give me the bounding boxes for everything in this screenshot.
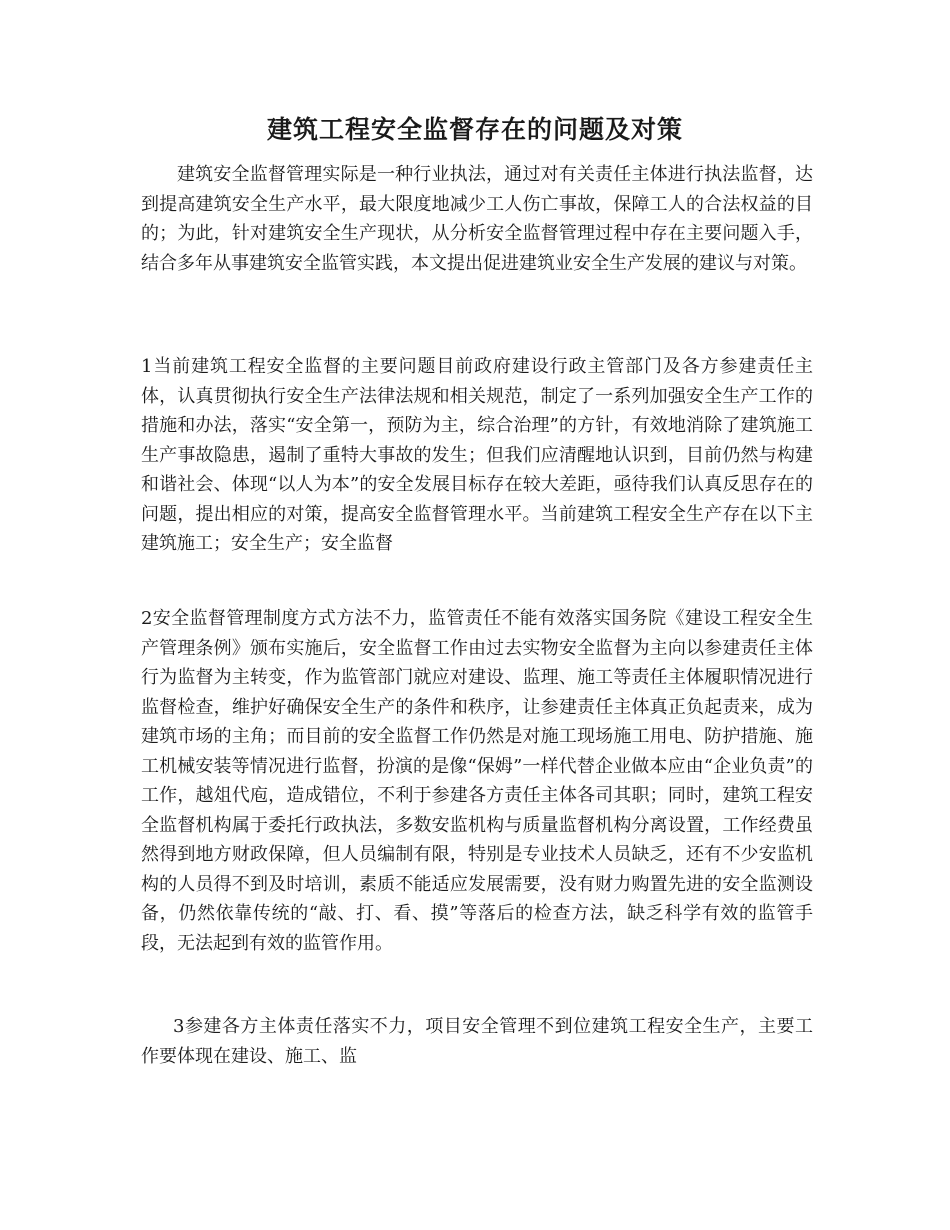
paragraph-section-3: 3参建各方主体责任落实不力，项目安全管理不到位建筑工程安全生产，主要工作要体现在建设、施工、监: [141, 1016, 813, 1067]
paragraph-intro: 建筑安全监督管理实际是一种行业执法，通过对有关责任主体进行执法监督，达到提高建筑安全生产水平，最大限度地减少工人伤亡事故，保障工人的合法权益的目的；为此，针对建筑安全生产现状，从分析安全监督管理过程中存在主要问题入手，结合多年从事建筑安全监管实践，本文提出促进建筑业安全生产发展的建议与对策。: [141, 164, 813, 274]
paragraph-section-1: 1当前建筑工程安全监督的主要问题目前政府建设行政主管部门及各方参建责任主体，认真贯彻执行安全生产法律法规和相关规范，制定了一系列加强安全生产工作的措施和办法，落实“安全第一，预防为主，综合治理”的方针，有效地消除了建筑施工生产事故隐患，遏制了重特大事故的发生；但我们应清醒地认识到，目前仍然与构建和谐社会、体现“以人为本”的安全发展目标存在较大差距，亟待我们认真反思存在的问题，提出相应的对策，提高安全监督管理水平。当前建筑工程安全生产存在以下主建筑施工；安全生产；安全监督: [141, 356, 813, 554]
document-title: 建筑工程安全监督存在的问题及对策: [266, 115, 683, 144]
paragraph-section-2: 2安全监督管理制度方式方法不力，监管责任不能有效落实国务院《建设工程安全生产管理条例》颁布实施后，安全监督工作由过去实物安全监督为主向以参建责任主体行为监督为主转变，作为监管部门就应对建设、监理、施工等责任主体履职情况进行监督检查，维护好确保安全生产的条件和秩序，让参建责任主体真正负起责来，成为建筑市场的主角；而目前的安全监督工作仍然是对施工现场施工用电、防护措施、施工机械安装等情况进行监督，扮演的是像“保姆”一样代替企业做本应由“企业负责”的工作，越俎代庖，造成错位，不利于参建各方责任主体各司其职；同时，建筑工程安全监督机构属于委托行政执法，多数安监机构与质量监督机构分离设置，工作经费虽然得到地方财政保障，但人员编制有限，特别是专业技术人员缺乏，还有不少安监机构的人员得不到及时培训，素质不能适应发展需要，没有财力购置先进的安全监测设备，仍然依靠传统的“敲、打、看、摸”等落后的检查方法，缺乏科学有效的监管手段，无法起到有效的监管作用。: [141, 608, 813, 954]
